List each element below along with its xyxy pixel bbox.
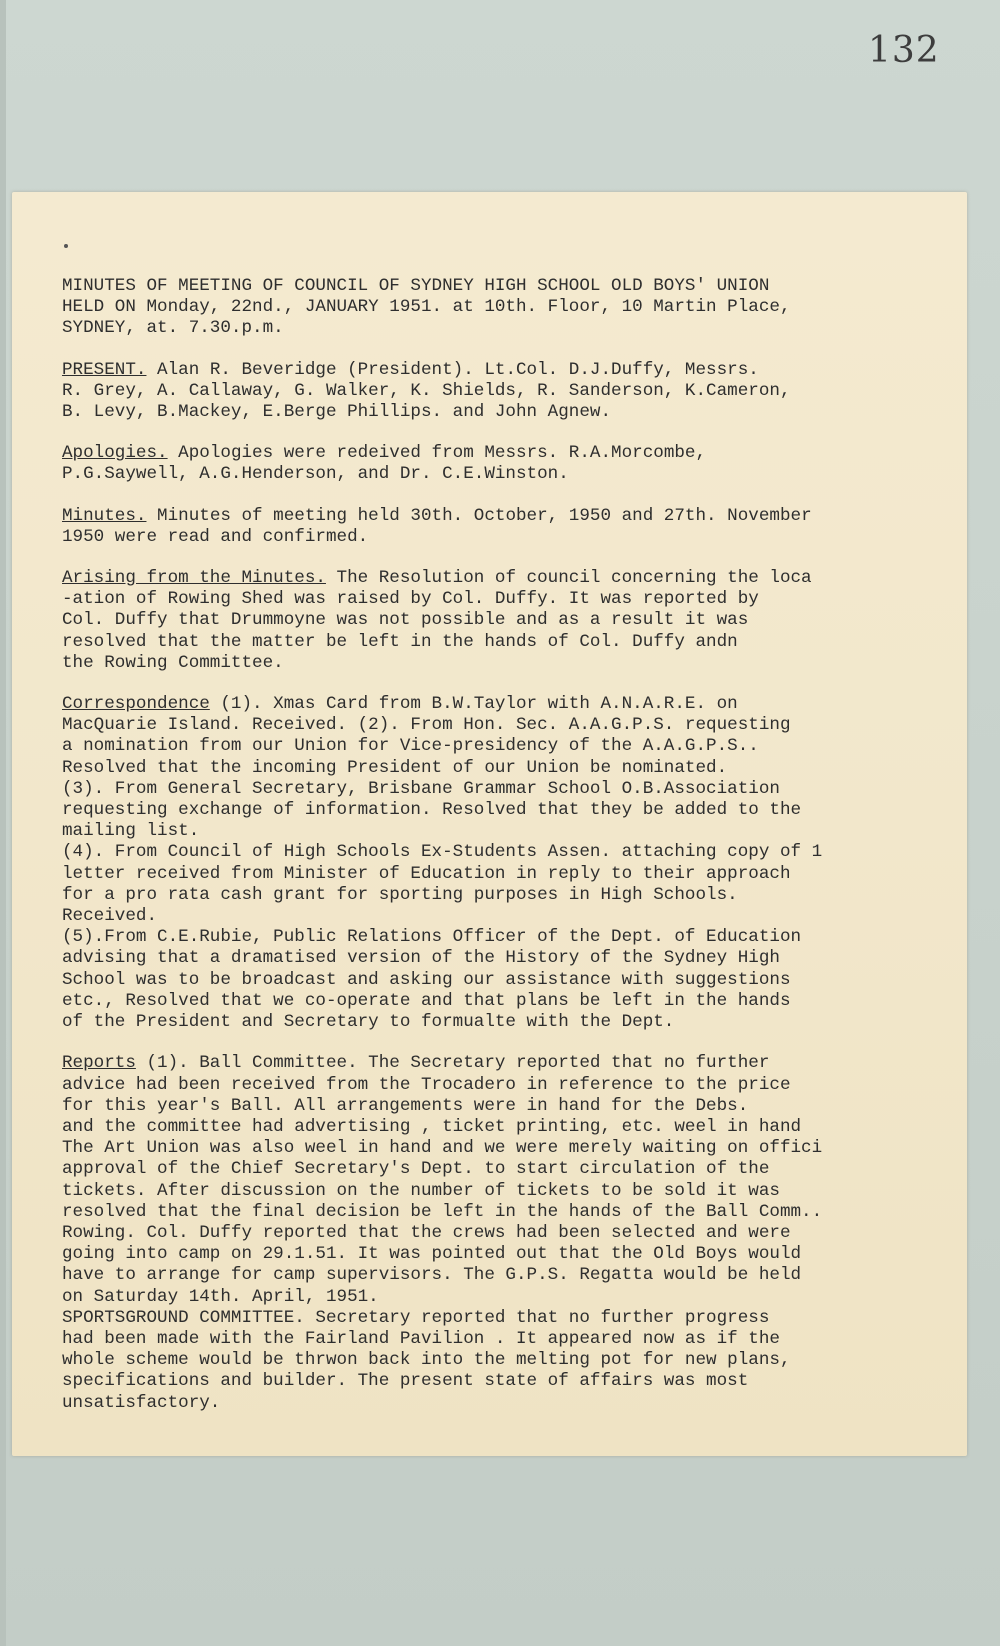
line-text: The Art Union was also weel in hand and we were merely waiting on offici	[62, 1138, 823, 1159]
minutes-paragraph	[62, 276, 982, 340]
line-text: tickets. After discussion on the number of tickets to be sold it was	[62, 1180, 780, 1201]
typed-line	[62, 1393, 982, 1414]
typed-line	[62, 443, 982, 464]
line-text: 1950 were read and confirmed.	[62, 526, 369, 547]
typed-line	[62, 1371, 982, 1392]
line-text: for this year's Ball. All arrangements were in hand for the Debs.	[62, 1095, 749, 1116]
typed-line	[62, 1329, 982, 1350]
typed-line	[62, 276, 982, 297]
typed-line	[62, 1012, 982, 1033]
line-text: unsatisfactory.	[62, 1392, 221, 1413]
line-text: etc., Resolved that we co-operate and that plans be left in the hands	[62, 990, 791, 1011]
typed-line	[62, 715, 982, 736]
line-text: -ation of Rowing Shed was raised by Col. Duffy. It was reported by	[62, 589, 759, 610]
section-heading: Correspondence	[62, 694, 210, 715]
minutes-paragraph	[62, 360, 982, 424]
typed-line	[62, 1287, 982, 1308]
minutes-paragraph	[62, 1053, 982, 1413]
line-text: SYDNEY, at. 7.30.p.m.	[62, 318, 284, 339]
line-text: Col. Duffy that Drummoyne was not possible and as a result it was	[62, 610, 749, 631]
section-heading: PRESENT.	[62, 359, 147, 380]
line-text: requesting exchange of information. Resolved that they be added to the	[62, 800, 802, 821]
minutes-paragraph	[62, 506, 982, 548]
line-text: going into camp on 29.1.51. It was pointed out that the Old Boys would	[62, 1244, 802, 1265]
typed-line	[62, 800, 982, 821]
typed-line	[62, 906, 982, 927]
line-text: letter received from Minister of Education in reply to their approach	[62, 863, 791, 884]
typed-line	[62, 1265, 982, 1286]
line-text: Alan R. Beveridge (President). Lt.Col. D.J.Duffy, Messrs.	[146, 359, 759, 380]
typed-line	[62, 779, 982, 800]
typed-line	[62, 970, 982, 991]
typed-line	[62, 402, 982, 423]
typed-line	[62, 1053, 982, 1074]
typed-line	[62, 506, 982, 527]
typed-line	[62, 821, 982, 842]
typed-line	[62, 297, 982, 318]
typed-line	[62, 885, 982, 906]
typed-line	[62, 318, 982, 339]
typed-line	[62, 694, 982, 715]
typed-line	[62, 1096, 982, 1117]
line-text: (3). From General Secretary, Brisbane Grammar School O.B.Association	[62, 778, 780, 799]
minutes-paragraph	[62, 694, 982, 1033]
section-heading: Minutes.	[62, 505, 147, 526]
line-text: on Saturday 14th. April, 1951.	[62, 1286, 379, 1307]
line-text: R. Grey, A. Callaway, G. Walker, K. Shields, R. Sanderson, K.Cameron,	[62, 380, 791, 401]
line-text: mailing list.	[62, 821, 200, 842]
line-text: the Rowing Committee.	[62, 652, 284, 673]
line-text: specifications and builder. The present state of affairs was most	[62, 1371, 749, 1392]
line-text: had been made with the Fairland Pavilion . It appeared now as if the	[62, 1328, 780, 1349]
typed-line	[62, 1350, 982, 1371]
line-text: advice had been received from the Trocadero in reference to the price	[62, 1074, 791, 1095]
typed-line	[62, 653, 982, 674]
line-text: P.G.Saywell, A.G.Henderson, and Dr. C.E.Winston.	[62, 464, 569, 485]
typed-line	[62, 991, 982, 1012]
typed-line	[62, 736, 982, 757]
line-text: Minutes of meeting held 30th. October, 1950 and 27th. November	[146, 505, 812, 526]
typed-line	[62, 1117, 982, 1138]
line-text: Apologies were redeived from Messrs. R.A.Morcombe,	[167, 443, 707, 464]
line-text: (1). Ball Committee. The Secretary reported that no further	[135, 1053, 770, 1074]
typed-line	[62, 1075, 982, 1096]
section-heading: Apologies.	[62, 443, 168, 464]
ink-dot	[64, 244, 68, 248]
line-text: Rowing. Col. Duffy reported that the crews had been selected and were	[62, 1222, 791, 1243]
line-text: (4). From Council of High Schools Ex-Students Assen. attaching copy of 1	[62, 842, 823, 863]
line-text: The Resolution of council concerning the loca	[325, 568, 812, 589]
line-text: of the President and Secretary to formualte with the Dept.	[62, 1012, 675, 1033]
typed-line	[62, 464, 982, 485]
typed-line	[62, 758, 982, 779]
section-heading: Reports	[62, 1053, 136, 1074]
typed-line	[62, 1138, 982, 1159]
typed-line	[62, 610, 982, 631]
line-text: Received.	[62, 906, 158, 927]
typed-line	[62, 1308, 982, 1329]
line-text: approval of the Chief Secretary's Dept. to start circulation of the	[62, 1159, 770, 1180]
typed-line	[62, 1181, 982, 1202]
line-text: (5).From C.E.Rubie, Public Relations Officer of the Dept. of Education	[62, 927, 802, 948]
line-text: MacQuarie Island. Received. (2). From Hon. Sec. A.A.G.P.S. requesting	[62, 715, 791, 736]
typed-line	[62, 1244, 982, 1265]
line-text: for a pro rata cash grant for sporting purposes in High Schools.	[62, 884, 738, 905]
typed-line	[62, 948, 982, 969]
typed-line	[62, 381, 982, 402]
typed-line	[62, 1202, 982, 1223]
line-text: B. Levy, B.Mackey, E.Berge Phillips. and John Agnew.	[62, 402, 612, 423]
line-text: and the committee had advertising , ticket printing, etc. weel in hand	[62, 1116, 802, 1137]
typed-line	[62, 842, 982, 863]
typed-line	[62, 360, 982, 381]
line-text: Resolved that the incoming President of our Union be nominated.	[62, 757, 728, 778]
line-text: School was to be broadcast and asking our assistance with suggestions	[62, 969, 791, 990]
typed-line	[62, 1223, 982, 1244]
minutes-paragraph	[62, 443, 982, 485]
typed-line	[62, 568, 982, 589]
line-text: SPORTSGROUND COMMITTEE. Secretary reported that no further progress	[62, 1307, 770, 1328]
typed-line	[62, 527, 982, 548]
typed-line	[62, 864, 982, 885]
page-number: 132	[868, 30, 940, 71]
section-heading: Arising from the Minutes.	[62, 568, 326, 589]
line-text: have to arrange for camp supervisors. The G.P.S. Regatta would be held	[62, 1265, 802, 1286]
line-text: (1). Xmas Card from B.W.Taylor with A.N.A.R.E. on	[209, 694, 738, 715]
typed-minutes-sheet	[12, 192, 967, 1456]
typed-line	[62, 1159, 982, 1180]
line-text: advising that a dramatised version of the History of the Sydney High	[62, 948, 780, 969]
typed-line	[62, 589, 982, 610]
minutes-paragraph	[62, 568, 982, 674]
line-text: MINUTES OF MEETING OF COUNCIL OF SYDNEY HIGH SCHOOL OLD BOYS' UNION	[62, 276, 770, 296]
minutes-text	[62, 276, 982, 1434]
line-text: a nomination from our Union for Vice-presidency of the A.A.G.P.S..	[62, 736, 759, 757]
line-text: resolved that the final decision be left in the hands of the Ball Comm..	[62, 1201, 823, 1222]
line-text: resolved that the matter be left in the hands of Col. Duffy andn	[62, 631, 738, 652]
line-text: HELD ON Monday, 22nd., JANUARY 1951. at 10th. Floor, 10 Martin Place,	[62, 297, 791, 318]
typed-line	[62, 632, 982, 653]
typed-line	[62, 927, 982, 948]
line-text: whole scheme would be thrwon back into the melting pot for new plans,	[62, 1350, 791, 1371]
